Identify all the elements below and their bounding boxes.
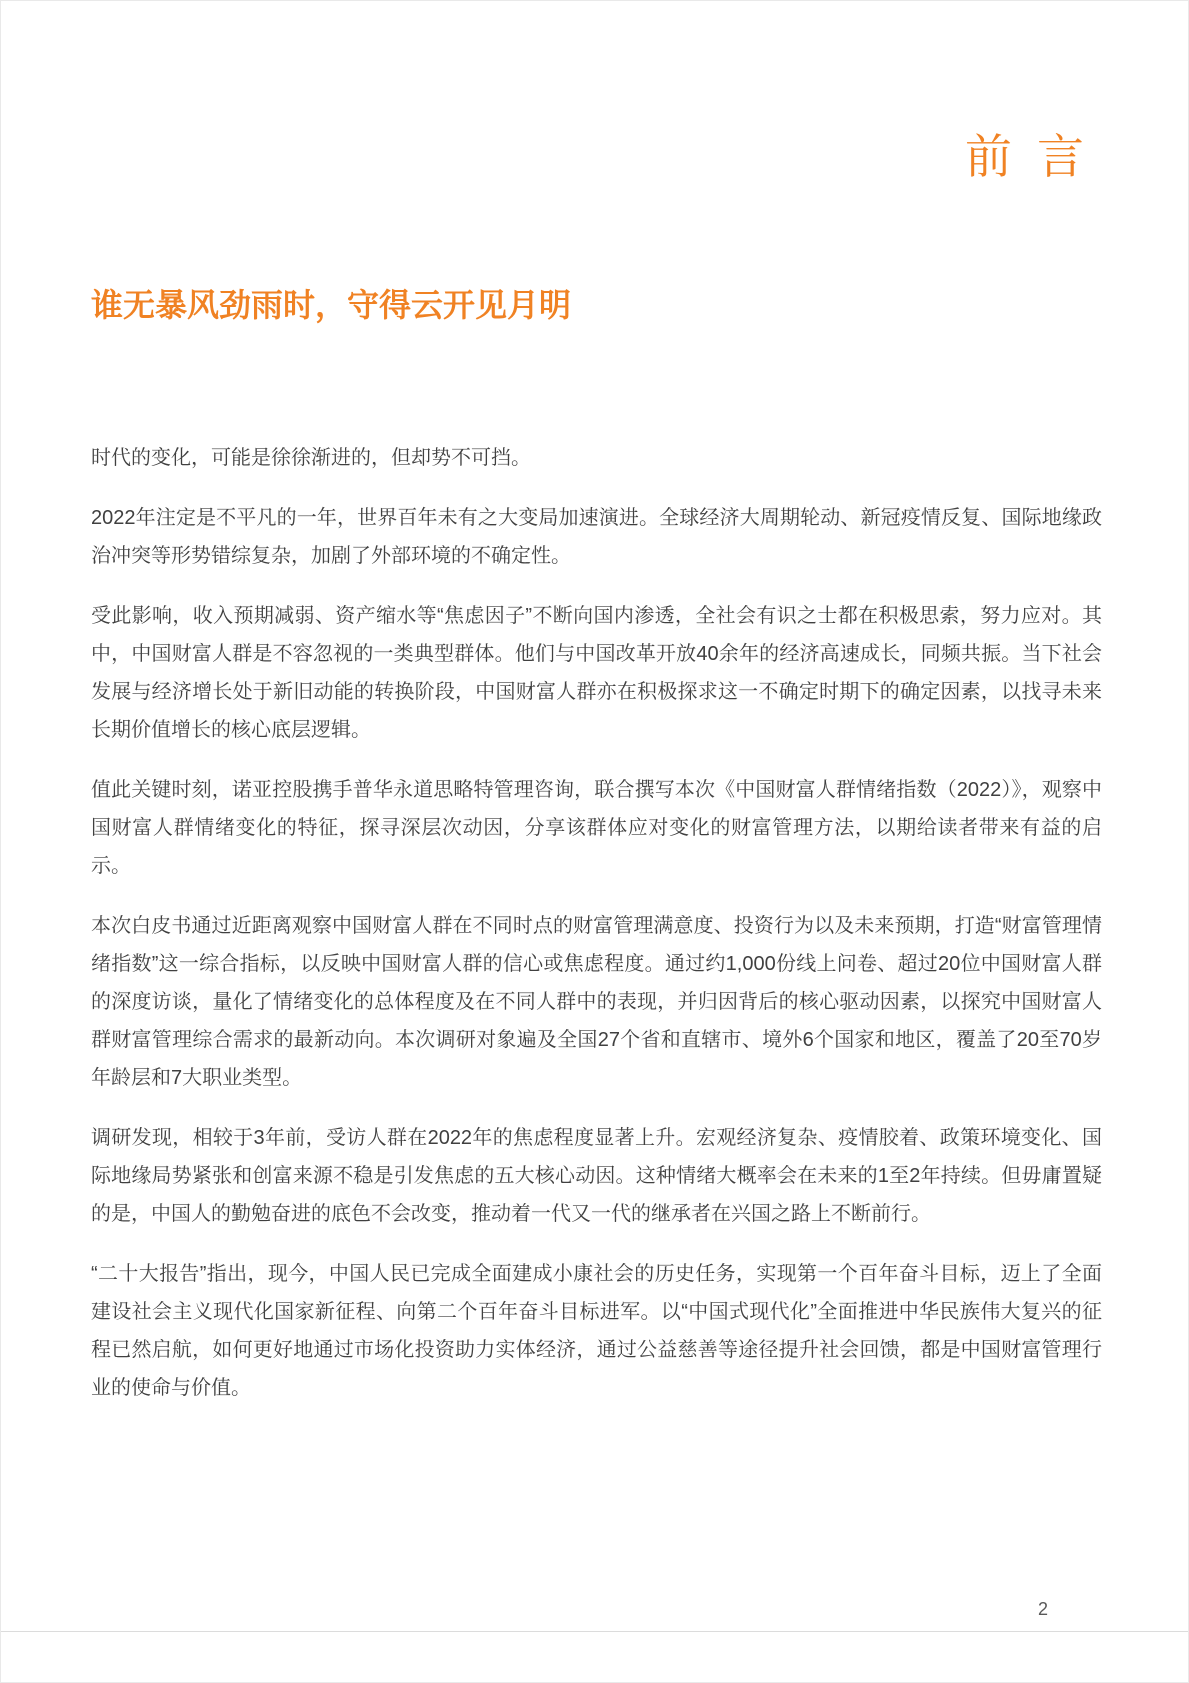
body-paragraph: 2022年注定是不平凡的一年，世界百年未有之大变局加速演进。全球经济大周期轮动、新冠疫情反复、国际地缘政治冲突等形势错综复杂，加剧了外部环境的不确定性。	[91, 507, 1102, 567]
page-number: 2	[1037, 1599, 1048, 1619]
preface-title: 前 言	[964, 130, 1090, 183]
body-paragraph: 受此影响，收入预期减弱、资产缩水等“焦虑因子”不断向国内渗透，全社会有识之士都在积极思索，努力应对。其中，中国财富人群是不容忽视的一类典型群体。他们与中国改革开放40余年的经济高速成长，同频共振。当下社会发展与经济增长处于新旧动能的转换阶段，中国财富人群亦在积极探求这一不确定时期下的确定因素，以找寻未来长期价值增长的核心底层逻辑。	[91, 605, 1102, 741]
body-paragraph: 调研发现，相较于3年前，受访人群在2022年的焦虑程度显著上升。宏观经济复杂、疫情胶着、政策环境变化、国际地缘局势紧张和创富来源不稳是引发焦虑的五大核心动因。这种情绪大概率会在未来的1至2年持续。但毋庸置疑的是，中国人的勤勉奋进的底色不会改变，推动着一代又一代的继承者在兴国之路上不断前行。	[91, 1127, 1102, 1225]
footer-divider	[1, 1631, 1188, 1632]
body-content	[91, 439, 1102, 1429]
body-paragraph: 时代的变化，可能是徐徐渐进的，但却势不可挡。	[91, 447, 531, 469]
body-paragraph: “二十大报告”指出，现今，中国人民已完成全面建成小康社会的历史任务，实现第一个百年奋斗目标，迈上了全面建设社会主义现代化国家新征程、向第二个百年奋斗目标进军。以“中国式现代化”全面推进中华民族伟大复兴的征程已然启航，如何更好地通过市场化投资助力实体经济，通过公益慈善等途径提升社会回馈，都是中国财富管理行业的使命与价值。	[91, 1263, 1102, 1399]
section-heading: 谁无暴风劲雨时，守得云开见月明	[91, 287, 572, 323]
body-paragraph: 值此关键时刻，诺亚控股携手普华永道思略特管理咨询，联合撰写本次《中国财富人群情绪指数（2022）》，观察中国财富人群情绪变化的特征，探寻深层次动因，分享该群体应对变化的财富管理方法，以期给读者带来有益的启示。	[91, 779, 1102, 877]
body-paragraph: 本次白皮书通过近距离观察中国财富人群在不同时点的财富管理满意度、投资行为以及未来预期，打造“财富管理情绪指数”这一综合指标，以反映中国财富人群的信心或焦虑程度。通过约1,000份线上问卷、超过20位中国财富人群的深度访谈，量化了情绪变化的总体程度及在不同人群中的表现，并归因背后的核心驱动因素，以探究中国财富人群财富管理综合需求的最新动向。本次调研对象遍及全国27个省和直辖市、境外6个国家和地区，覆盖了20至70岁年龄层和7大职业类型。	[91, 915, 1102, 1089]
